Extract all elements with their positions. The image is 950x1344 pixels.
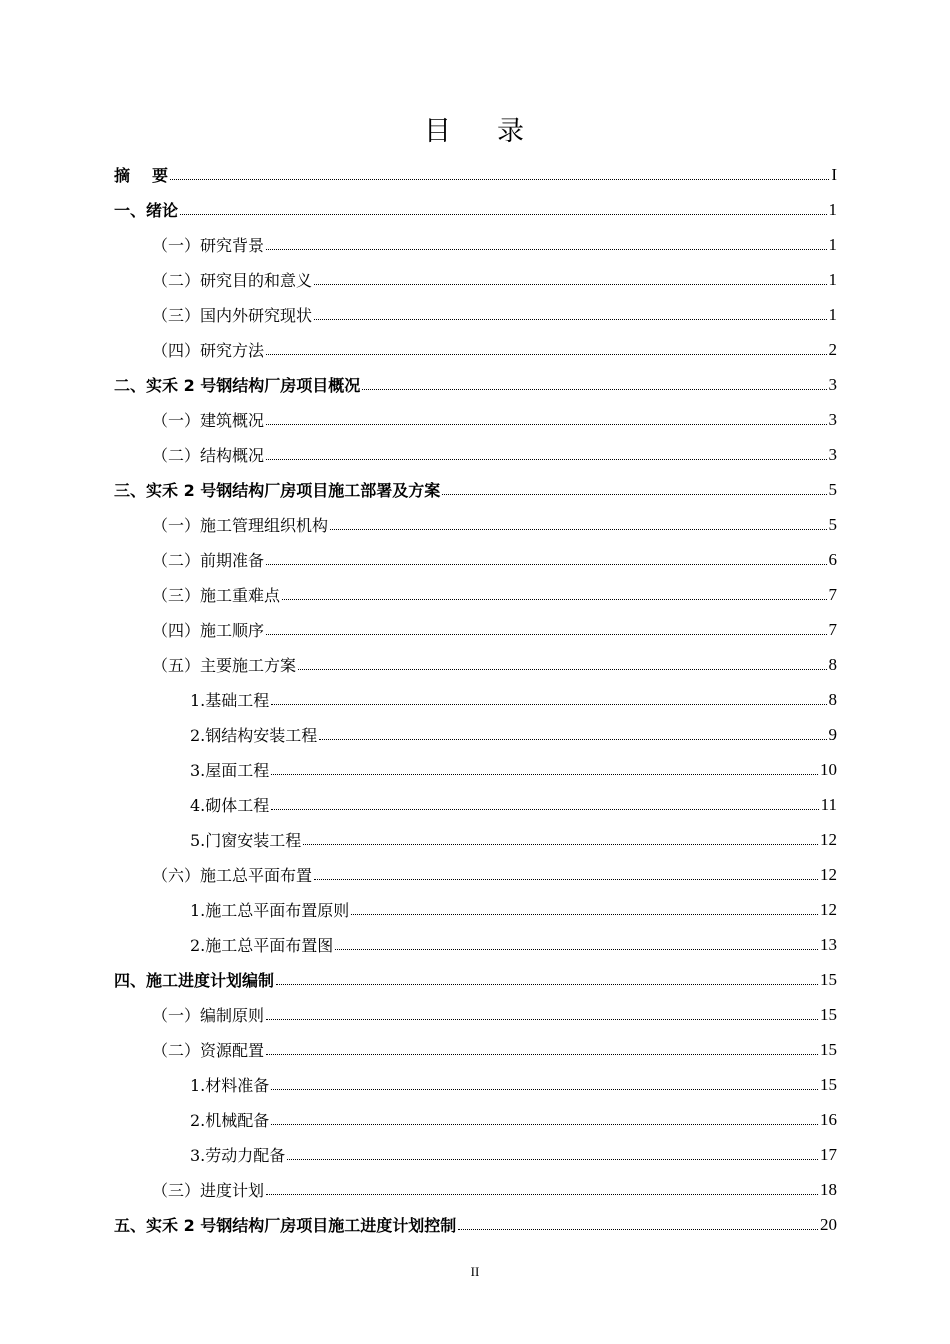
toc-entry-label: （五）主要施工方案 xyxy=(152,656,297,675)
toc-title-left: 目 xyxy=(424,116,453,147)
toc-entry[interactable] xyxy=(152,402,837,437)
toc-entry-page: 8 xyxy=(828,689,837,709)
dot-leader xyxy=(335,949,818,950)
toc-title-right: 录 xyxy=(497,116,526,147)
toc-entry[interactable] xyxy=(190,682,837,717)
toc-entry-label: 3.劳动力配备 xyxy=(190,1146,286,1165)
toc-entry-label: 1.施工总平面布置原则 xyxy=(190,901,350,920)
toc-entry-page: 3 xyxy=(828,409,837,429)
toc-entry-page: 2 xyxy=(828,339,837,359)
toc-entry[interactable] xyxy=(190,1102,837,1137)
toc-entry-label: （一）研究背景 xyxy=(152,236,265,255)
dot-leader xyxy=(271,1089,818,1090)
toc-entry-page: 20 xyxy=(820,1214,837,1234)
dot-leader xyxy=(282,599,826,600)
toc-entry-label: 一、绪论 xyxy=(114,201,179,220)
dot-leader xyxy=(319,739,826,740)
toc-entry[interactable] xyxy=(152,1032,837,1067)
toc-entry-label: 2.机械配备 xyxy=(190,1111,270,1130)
toc-entry-label: 五、实禾 2 号钢结构厂房项目施工进度计划控制 xyxy=(114,1216,457,1235)
toc-entry-label: （三）进度计划 xyxy=(152,1181,265,1200)
dot-leader xyxy=(266,354,826,355)
dot-leader xyxy=(266,424,826,425)
dot-leader xyxy=(314,879,818,880)
abstract-label-right: 要 xyxy=(152,166,169,185)
toc-entry-label: （一）建筑概况 xyxy=(152,411,265,430)
toc-entry-label: （一）施工管理组织机构 xyxy=(152,516,329,535)
toc-entry-page: 5 xyxy=(828,514,837,534)
toc-entry-page: 15 xyxy=(820,1074,837,1094)
dot-leader xyxy=(266,459,826,460)
dot-leader xyxy=(271,704,826,705)
dot-leader xyxy=(303,844,818,845)
toc-entry-page: 16 xyxy=(820,1109,837,1129)
dot-leader xyxy=(271,774,818,775)
dot-leader xyxy=(271,1124,818,1125)
toc-entry[interactable] xyxy=(152,612,837,647)
dot-leader xyxy=(276,984,818,985)
dot-leader xyxy=(314,284,826,285)
toc-entry-page: 18 xyxy=(820,1179,837,1199)
dot-leader xyxy=(266,564,826,565)
toc-entry-page: 1 xyxy=(828,234,837,254)
toc-entry-page: 7 xyxy=(828,584,837,604)
toc-entry-label: 5.门窗安装工程 xyxy=(190,831,302,850)
toc-entry-page: 9 xyxy=(828,724,837,744)
toc-entry-label: （四）施工顺序 xyxy=(152,621,265,640)
toc-entry[interactable] xyxy=(190,1067,837,1102)
toc-entry-page: 15 xyxy=(820,1004,837,1024)
toc-list xyxy=(0,157,950,1242)
dot-leader xyxy=(362,389,826,390)
dot-leader xyxy=(330,529,826,530)
dot-leader xyxy=(271,809,818,810)
toc-entry-page: 5 xyxy=(828,479,837,499)
toc-entry[interactable] xyxy=(152,1172,837,1207)
toc-entry-label: 4.砌体工程 xyxy=(190,796,270,815)
toc-entry-page: 11 xyxy=(820,794,837,814)
toc-entry[interactable] xyxy=(152,332,837,367)
toc-entry-page: 1 xyxy=(828,269,837,289)
toc-entry[interactable] xyxy=(114,192,837,227)
toc-entry-page: 12 xyxy=(820,829,837,849)
toc-entry[interactable] xyxy=(152,857,837,892)
page-number: II xyxy=(470,1264,480,1279)
toc-entry[interactable] xyxy=(152,227,837,262)
toc-entry-label: 四、施工进度计划编制 xyxy=(114,971,275,990)
toc-entry-label: 1.材料准备 xyxy=(190,1076,270,1095)
dot-leader xyxy=(314,319,826,320)
toc-entry[interactable] xyxy=(152,437,837,472)
toc-entry[interactable] xyxy=(114,367,837,402)
toc-entry[interactable] xyxy=(152,262,837,297)
toc-entry-label: （二）资源配置 xyxy=(152,1041,265,1060)
toc-entry[interactable] xyxy=(152,507,837,542)
dot-leader xyxy=(266,249,826,250)
toc-entry-label: （一）编制原则 xyxy=(152,1006,265,1025)
toc-entry-label: （三）国内外研究现状 xyxy=(152,306,313,325)
toc-entry[interactable] xyxy=(190,717,837,752)
dot-leader xyxy=(180,214,826,215)
dot-leader xyxy=(266,1194,818,1195)
toc-entry-page: 1 xyxy=(828,199,837,219)
toc-entry-page: 3 xyxy=(828,374,837,394)
toc-entry-label xyxy=(114,163,168,186)
toc-entry-page: 13 xyxy=(820,934,837,954)
toc-entry[interactable] xyxy=(152,997,837,1032)
toc-entry-page: 15 xyxy=(820,969,837,989)
toc-entry-label: （二）前期准备 xyxy=(152,551,265,570)
toc-title xyxy=(0,112,950,152)
toc-entry-page: 12 xyxy=(820,864,837,884)
toc-entry-page: 17 xyxy=(820,1144,837,1164)
toc-entry-label: 1.基础工程 xyxy=(190,691,270,710)
toc-entry[interactable] xyxy=(114,962,837,997)
toc-entry-label: 三、实禾 2 号钢结构厂房项目施工部署及方案 xyxy=(114,481,441,500)
toc-entry-page: 8 xyxy=(828,654,837,674)
dot-leader xyxy=(266,1019,818,1020)
toc-entry-page: 10 xyxy=(820,759,837,779)
toc-entry-label: （六）施工总平面布置 xyxy=(152,866,313,885)
dot-leader xyxy=(458,1229,818,1230)
toc-entry-label: 2.施工总平面布置图 xyxy=(190,936,334,955)
abstract-label-left: 摘 xyxy=(114,166,131,185)
toc-entry-page: 6 xyxy=(828,549,837,569)
dot-leader xyxy=(351,914,818,915)
dot-leader xyxy=(266,1054,818,1055)
toc-entry-label: 3.屋面工程 xyxy=(190,761,270,780)
toc-entry-label: 二、实禾 2 号钢结构厂房项目概况 xyxy=(114,376,361,395)
toc-entry[interactable] xyxy=(152,297,837,332)
toc-entry-label: （二）结构概况 xyxy=(152,446,265,465)
toc-entry-label: （二）研究目的和意义 xyxy=(152,271,313,290)
toc-entry[interactable] xyxy=(114,1207,837,1242)
dot-leader xyxy=(442,494,826,495)
toc-entry[interactable] xyxy=(190,787,837,822)
toc-entry-abstract[interactable] xyxy=(114,157,837,192)
toc-entry-page: 12 xyxy=(820,899,837,919)
toc-entry[interactable] xyxy=(114,472,837,507)
toc-entry-page: 15 xyxy=(820,1039,837,1059)
toc-entry-page: I xyxy=(831,164,837,184)
toc-entry-page: 1 xyxy=(828,304,837,324)
dot-leader xyxy=(287,1159,818,1160)
toc-entry-page: 3 xyxy=(828,444,837,464)
toc-entry-label: 2.钢结构安装工程 xyxy=(190,726,318,745)
dot-leader xyxy=(266,634,826,635)
toc-entry[interactable] xyxy=(152,542,837,577)
toc-entry[interactable] xyxy=(190,1137,837,1172)
toc-entry-page: 7 xyxy=(828,619,837,639)
toc-entry[interactable] xyxy=(152,577,837,612)
dot-leader xyxy=(170,179,829,180)
toc-entry-label: （四）研究方法 xyxy=(152,341,265,360)
toc-entry-label: （三）施工重难点 xyxy=(152,586,281,605)
toc-entry[interactable] xyxy=(190,927,837,962)
toc-entry[interactable] xyxy=(152,647,837,682)
toc-entry[interactable] xyxy=(190,892,837,927)
toc-entry[interactable] xyxy=(190,822,837,857)
dot-leader xyxy=(298,669,826,670)
toc-entry[interactable] xyxy=(190,752,837,787)
